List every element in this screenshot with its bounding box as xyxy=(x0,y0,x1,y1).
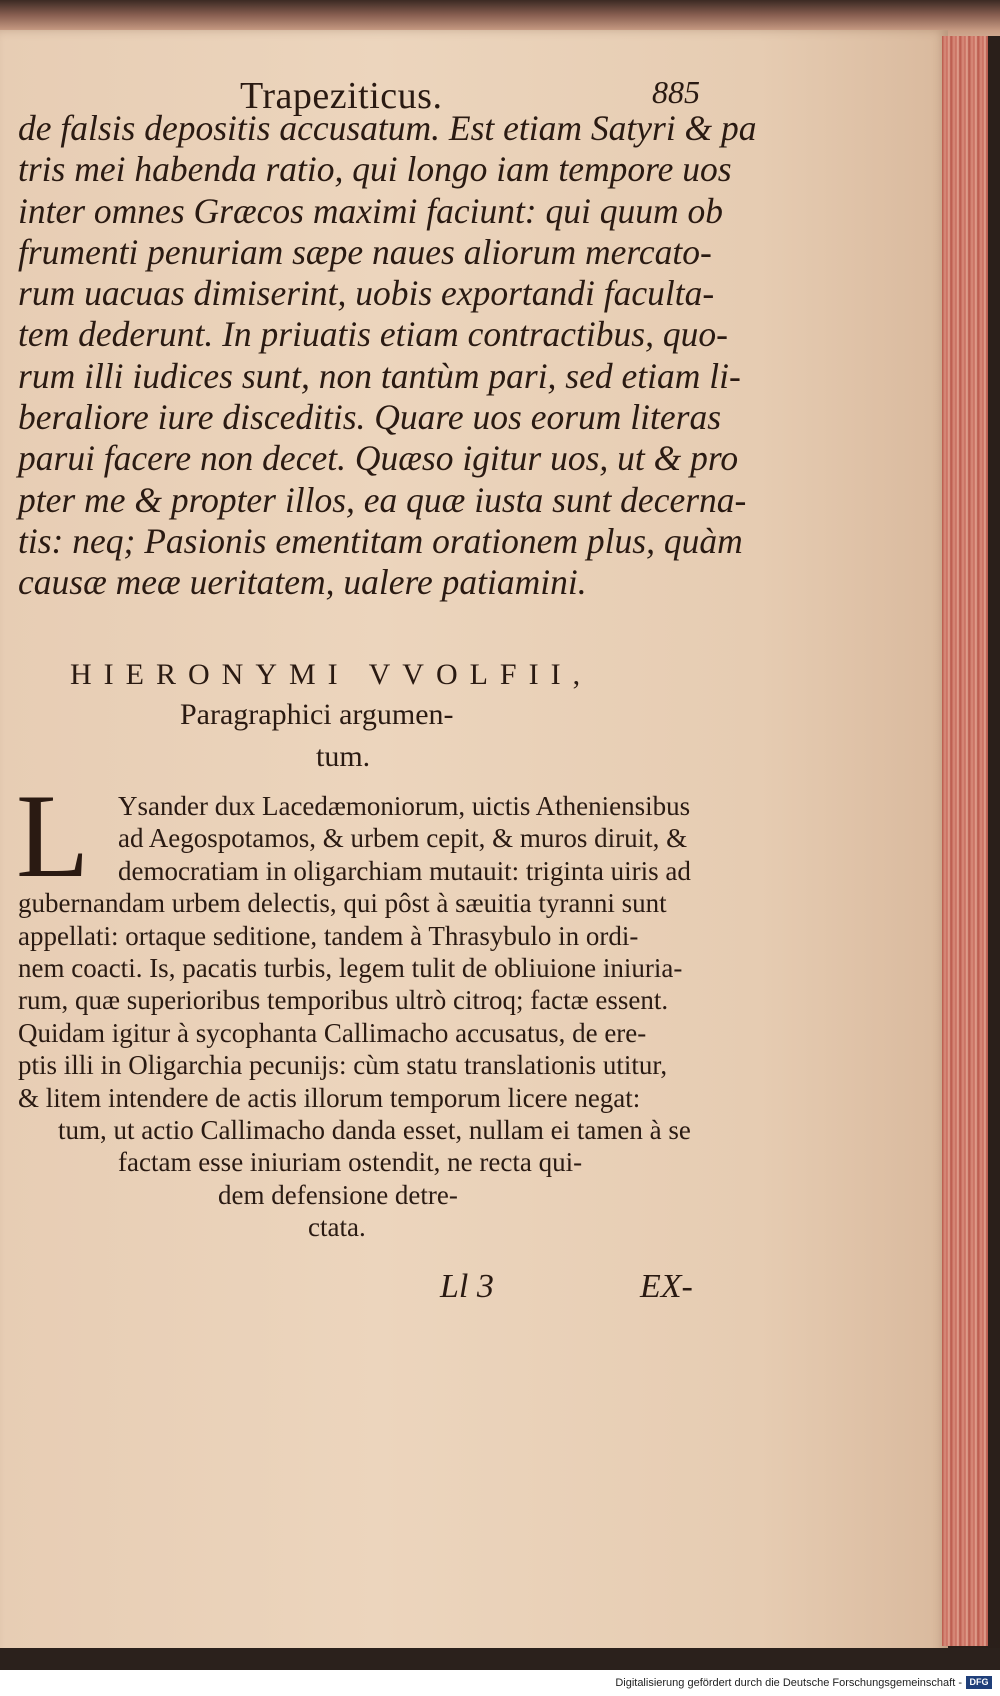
credit-text: Digitalisierung gefördert durch die Deutsche Forschungsgemeinschaft - xyxy=(615,1676,962,1689)
signature-mark: Ll 3 xyxy=(440,1268,494,1305)
text-line: rum illi iudices sunt, non tantùm pari, sed etiam li- xyxy=(18,355,741,396)
binding-shadow xyxy=(988,36,1000,1670)
text-line: dem defensione detre- xyxy=(218,1179,458,1210)
page-bottom-edge xyxy=(0,1648,1000,1670)
text-line: inter omnes Græcos maximi faciunt: qui quum ob xyxy=(18,190,724,231)
text-line: ctata. xyxy=(308,1212,366,1243)
text-line: rum, quæ superioribus temporibus ultrò citroq; factæ essent. xyxy=(18,985,669,1016)
text-line: Quidam igitur à sycophanta Callimacho accusatus, de ere- xyxy=(18,1017,647,1048)
text-line: gubernandam urbem delectis, qui pôst à sæuitia tyranni sunt xyxy=(18,888,667,919)
digitization-credit xyxy=(615,1676,992,1689)
text-line: ptis illi in Oligarchia pecunijs: cùm statu translationis utitur, xyxy=(18,1050,668,1081)
dfg-logo-icon: DFG xyxy=(966,1676,992,1689)
folio-number: 885 xyxy=(652,74,700,110)
text-line: tis: neq; Pasionis ementitam orationem plus, quàm xyxy=(18,520,743,561)
roman-text-block xyxy=(18,790,718,1244)
text-line: Ysander dux Lacedæmoniorum, uictis Atheniensibus xyxy=(118,791,691,821)
text-line: factam esse iniuriam ostendit, ne recta qui- xyxy=(118,1147,583,1178)
text-line: appellati: ortaque seditione, tandem à Thrasybulo in ordi- xyxy=(18,920,639,951)
section-heading-author: HIERONYMI VVOLFII, xyxy=(70,658,593,691)
text-line: pter me & propter illos, ea quæ iusta sunt decerna- xyxy=(18,479,747,520)
text-line: parui facere non decet. Quæso igitur uos, ut & pro xyxy=(18,438,739,479)
text-line: beraliore iure disceditis. Quare uos eorum literas xyxy=(18,397,722,438)
italic-text-block xyxy=(18,108,757,604)
text-line: tem dederunt. In priuatis etiam contractibus, quo- xyxy=(18,314,728,355)
text-line: tum, ut actio Callimacho danda esset, nullam ei tamen à se xyxy=(58,1115,691,1146)
text-line: rum uacuas dimiserint, uobis exportandi faculta- xyxy=(18,273,715,314)
text-line: ad Aegospotamos, & urbem cepit, & muros diruit, & xyxy=(118,823,688,854)
text-line: nem coacti. Is, pacatis turbis, legem tulit de obliuione iniuria- xyxy=(18,953,683,984)
text-line: causæ meæ ueritatem, ualere patiamini. xyxy=(18,562,587,603)
text-line: & litem intendere de actis illorum temporum licere negat: xyxy=(18,1082,641,1113)
text-line: democratiam in oligarchiam mutauit: triginta uiris ad xyxy=(118,855,691,886)
section-heading-title: Paragraphici argumen- xyxy=(180,698,454,731)
text-line: frumenti penuriam sæpe naues aliorum mercato- xyxy=(18,231,712,272)
text-line: tris mei habenda ratio, qui longo iam tempore uos xyxy=(18,149,732,190)
drop-cap: L xyxy=(16,769,90,902)
running-title: Trapeziticus. xyxy=(240,75,443,117)
text-line: de falsis depositis accusatum. Est etiam Satyri & pa xyxy=(18,108,757,148)
catchword: EX- xyxy=(640,1268,693,1305)
section-heading-title-end: tum. xyxy=(316,740,371,773)
